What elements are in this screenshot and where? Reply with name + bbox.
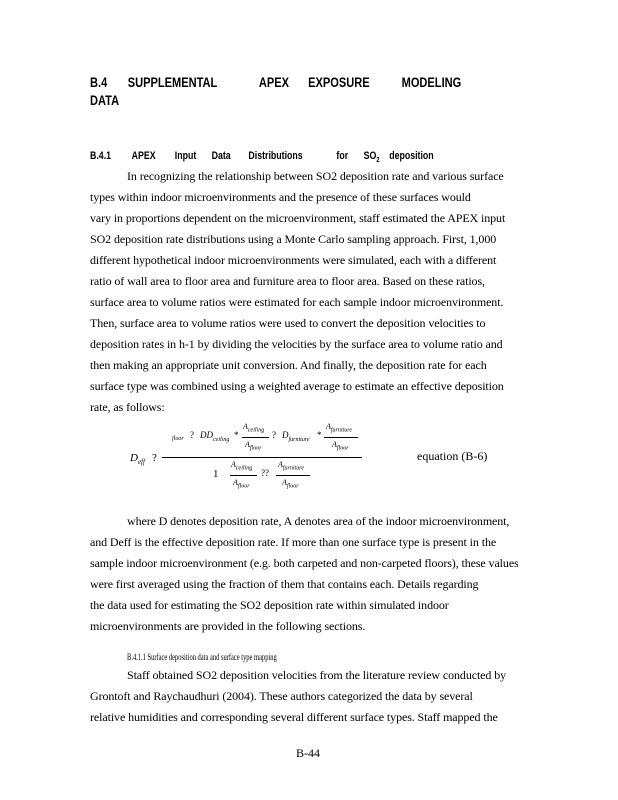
subheading-word-2: Input	[174, 150, 197, 162]
eq-main-bar	[162, 457, 362, 458]
p1-line-5: different hypothetical indoor microenvironments were simulated, each with a different	[90, 253, 497, 267]
p2-line-1: where D denotes deposition rate, A denotes area of the indoor microenvironment,	[127, 514, 510, 528]
eq-frac-bar-1	[242, 437, 269, 438]
p2-line-6: microenvironments are provided in the following sections.	[90, 619, 366, 633]
subsubsection-heading: B.4.1.1 Surface deposition data and surface type mapping	[127, 652, 277, 662]
eq-den-one: 1	[213, 468, 219, 480]
eq-num-floor: floor	[172, 436, 184, 442]
subheading-word-3: Data	[211, 150, 231, 162]
heading-word-2: APEX	[258, 75, 290, 90]
heading-word-1: SUPPLEMENTAL	[127, 75, 218, 90]
p1-line-10: then making an appropriate unit conversion. And finally, the deposition rate for each	[90, 358, 487, 372]
p1-line-2: types within indoor microenvironments and the presence of these surfaces would	[90, 190, 471, 204]
eq-num-over: $A_{floor}$	[245, 440, 262, 452]
eq-num-a: $A_{ceiling}$	[243, 422, 265, 434]
p1-line-8: Then, surface area to volume ratios were used to convert the deposition velocities to	[90, 316, 486, 330]
subheading-word-5: for	[336, 150, 349, 162]
eq-num-q1: ?	[190, 430, 194, 440]
eq-num-d: $DD_{ceiling}$	[200, 430, 230, 443]
eq-num-q2: ?	[272, 430, 276, 440]
p1-line-1: In recognizing the relationship between SO2 deposition rate and various surface	[127, 169, 504, 183]
subheading-word-1: APEX	[131, 150, 156, 162]
equation-label: equation (B-6)	[417, 449, 488, 463]
p1-line-7: surface area to volume ratios were estimated for each sample indoor microenvironment.	[90, 295, 504, 309]
page-number: B-44	[296, 746, 320, 760]
eq-num-star2: *	[317, 430, 322, 440]
paragraph-1	[90, 166, 560, 418]
p3-line-1: Staff obtained SO2 deposition velocities from the literature review conducted by	[127, 668, 507, 682]
paragraph-3	[90, 665, 560, 728]
subheading-word-4: Distributions	[248, 150, 303, 162]
eq-den-a: $A_{ceiling}$	[231, 460, 253, 472]
heading-word-4: MODELING	[401, 75, 462, 90]
eq-den-q: ??	[261, 468, 269, 478]
p3-line-3: relative humidities and corresponding several different surface types. Staff mapped the	[90, 710, 498, 724]
subheading-word-7: deposition	[389, 150, 434, 162]
eq-lhs: $D_{eff}$	[130, 452, 145, 467]
subsection-heading	[90, 150, 490, 164]
subheading-number: B.4.1	[90, 150, 112, 162]
p3-line-2: Grontoft and Raychaudhuri (2004). These authors categorized the data by several	[90, 689, 473, 703]
eq-equals: ?	[152, 452, 157, 464]
subheading-word-6: $SO_2$	[363, 150, 380, 165]
p1-line-6: ratio of wall area to floor area and furniture area to floor area. Based on these ratios,	[90, 274, 485, 288]
p2-line-5: the data used for estimating the SO2 deposition rate within simulated indoor	[90, 598, 449, 612]
p2-line-3: sample indoor microenvironment (e.g. both carpeted and non-carpeted floors), these values	[90, 556, 519, 570]
eq-den-over2: $A_{floor}$	[282, 478, 299, 490]
eq-den-bar-2	[276, 475, 310, 476]
eq-num-star1: *	[234, 430, 239, 440]
p1-line-9: deposition rates in h-1 by dividing the velocities by the surface area to volume ratio and	[90, 337, 503, 351]
p2-line-2: and Deff is the effective deposition rate. If more than one surface type is present in the	[90, 535, 497, 549]
p1-line-12: rate, as follows:	[90, 400, 165, 414]
p1-line-3: vary in proportions dependent on the microenvironment, staff estimated the APEX input	[90, 211, 506, 225]
p1-line-11: surface type was combined using a weighted average to estimate an effective deposition	[90, 379, 504, 393]
eq-num-d2: $D_{furniture}$	[282, 430, 310, 443]
eq-frac-bar-2	[324, 437, 358, 438]
eq-num-a2: $A_{furniture}$	[326, 422, 353, 434]
heading-word-3: EXPOSURE	[308, 75, 370, 90]
p1-line-4: SO2 deposition rate distributions using a Monte Carlo sampling approach. First, 1,000	[90, 232, 497, 246]
heading-number: B.4	[90, 75, 108, 90]
heading-line-2: DATA	[90, 93, 120, 108]
paragraph-2	[90, 511, 560, 637]
p2-line-4: were first averaged using the fraction of them that contains each. Details regarding	[90, 577, 479, 591]
eq-den-over: $A_{floor}$	[233, 478, 250, 490]
eq-den-a2: $A_{furniture}$	[278, 460, 305, 472]
eq-num-over2: $A_{floor}$	[332, 440, 349, 452]
eq-den-bar-1	[230, 475, 257, 476]
